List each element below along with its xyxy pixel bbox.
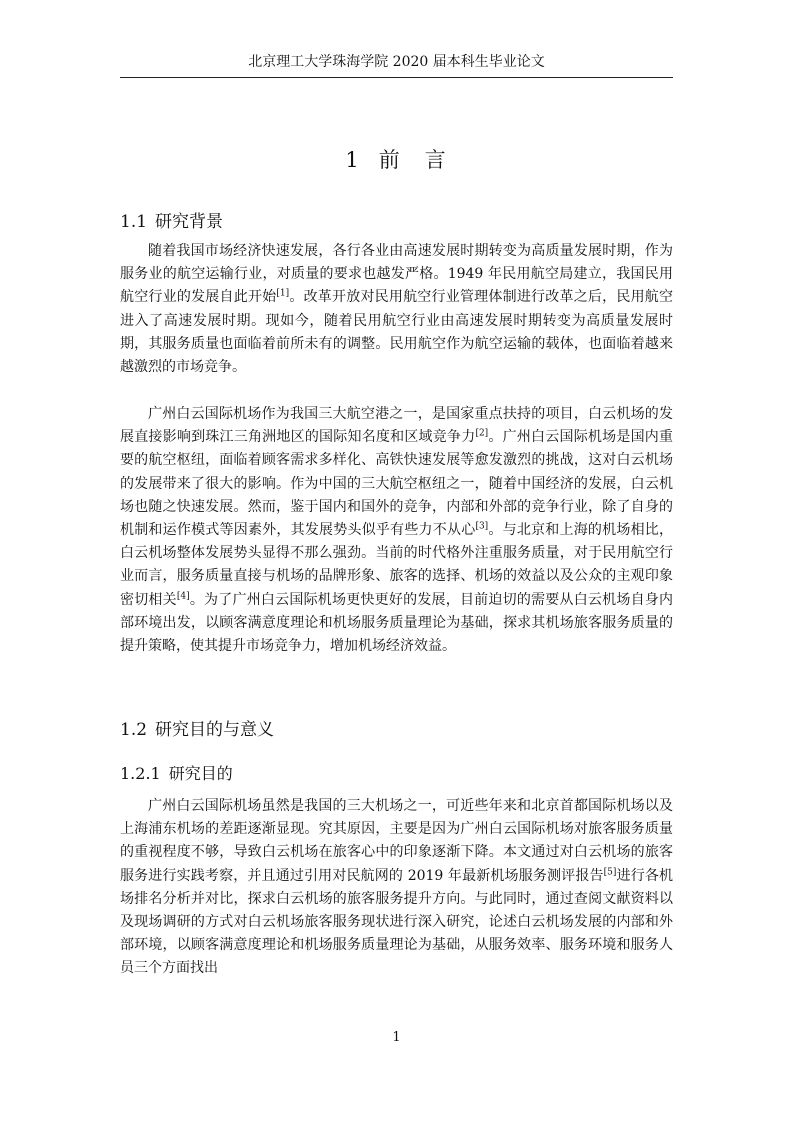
running-header: 北京理工大学珠海学院 2020 届本科生毕业论文 <box>248 54 545 70</box>
text: 广州白云国际机场虽然是我国的三大机场之一，可近些年来和北京首都国际机场以及上海浦东机场的差距逐渐显现。究其原因，主要是因为广州白云国际机场对旅客服务质量的重视程度不够，导致白云机场在旅客心中的印象逐渐下降。本文通过对白云机场的旅客服务进行实践考察，并且通过引用对民航网的 2019 年最新机场服务测评报告 <box>120 798 673 884</box>
citation-ref: [3] <box>475 521 489 532</box>
section-title: 研究目的 <box>168 764 233 783</box>
text: 随着我国市场经济快速发展，各行各业由高速发展时期转变为高质量发展时期，作为服务业的航空运输行业，对质量的要求也越发严格。1949 年民用航空局建立，我国民用航空行业的发展自此开始 <box>120 243 673 306</box>
citation-ref: [4] <box>176 590 190 601</box>
text: 广州白云国际机场作为我国三大航空港之一，是国家重点扶持的项目，白云机场的发展直接影响到珠江三角洲地区的国际知名度和区域竞争力 <box>120 406 673 446</box>
text: 。为了广州白云国际机场更快更好的发展，目前迫切的需要从白云机场自身内部环境出发，以顾客满意度理论和机场服务质量理论为基础，探求其机场旅客服务质量的提升策略，使其提升市场竞争力，增加机场经济效益。 <box>120 591 674 655</box>
page-number: 1 <box>392 1030 401 1045</box>
section-title: 研究目的与意义 <box>155 720 275 740</box>
citation-ref: [2] <box>475 428 489 439</box>
section-heading-1-2 <box>120 718 673 742</box>
chapter-title <box>120 146 673 174</box>
text: 。广州白云国际机场是国内重要的航空枢纽，面临着顾客需求多样化、高铁快速发展等愈发激烈的挑战，这对白云机场的发展带来了很大的影响。作为中国的三大航空枢纽之一，随着中国经济的发展，白云机场也随之快速发展。然而，鉴于国内和国外的竞争，内部和外部的竞争行业，除了自身的机制和运作模式等因素外，其发展势头似乎有些力不从心 <box>120 429 674 539</box>
header-rule <box>120 77 673 78</box>
citation-ref: [5] <box>603 866 617 877</box>
paragraph-background-1 <box>120 240 673 379</box>
text: 。改革开放对民用航空行业管理体制进行改革之后，民用航空进入了高速发展时期。现如今，随着民用航空行业由高速发展时期转变为高质量发展时期，其服务质量也面临着前所未有的调整。民用航空作为航空运输的载体，也面临着越来越激烈的市场竞争。 <box>120 289 674 376</box>
text: 进行各机场排名分析并对比，探求白云机场的旅客服务提升方向。与此同时，通过查阅文献资料以及现场调研的方式对白云机场旅客服务现状进行深入研究，论述白云机场发展的内部和外部环境，以顾客满意度理论和机场服务质量理论为基础，从服务效率、服务环境和服务人员三个方面找出 <box>120 867 674 977</box>
section-number: 1.2.1 <box>120 764 161 783</box>
section-heading-1-1 <box>120 210 673 234</box>
chapter-title-text: 前 言 <box>378 148 448 172</box>
paragraph-purpose-1 <box>120 795 673 981</box>
section-number: 1.1 <box>120 212 148 232</box>
section-title: 研究背景 <box>155 212 224 232</box>
chapter-number: 1 <box>345 148 361 172</box>
section-number: 1.2 <box>120 720 148 740</box>
text: 。与北京和上海的机场相比，白云机场整体发展势头显得不那么强劲。当前的时代格外注重服务质量，对于民用航空行业而言，服务质量直接与机场的品牌形象、旅客的选择、机场的效益以及公众的主观印象密切相关 <box>120 522 674 608</box>
paragraph-background-2 <box>120 403 673 658</box>
subsection-heading-1-2-1 <box>120 762 673 786</box>
citation-ref: [1] <box>276 288 290 299</box>
